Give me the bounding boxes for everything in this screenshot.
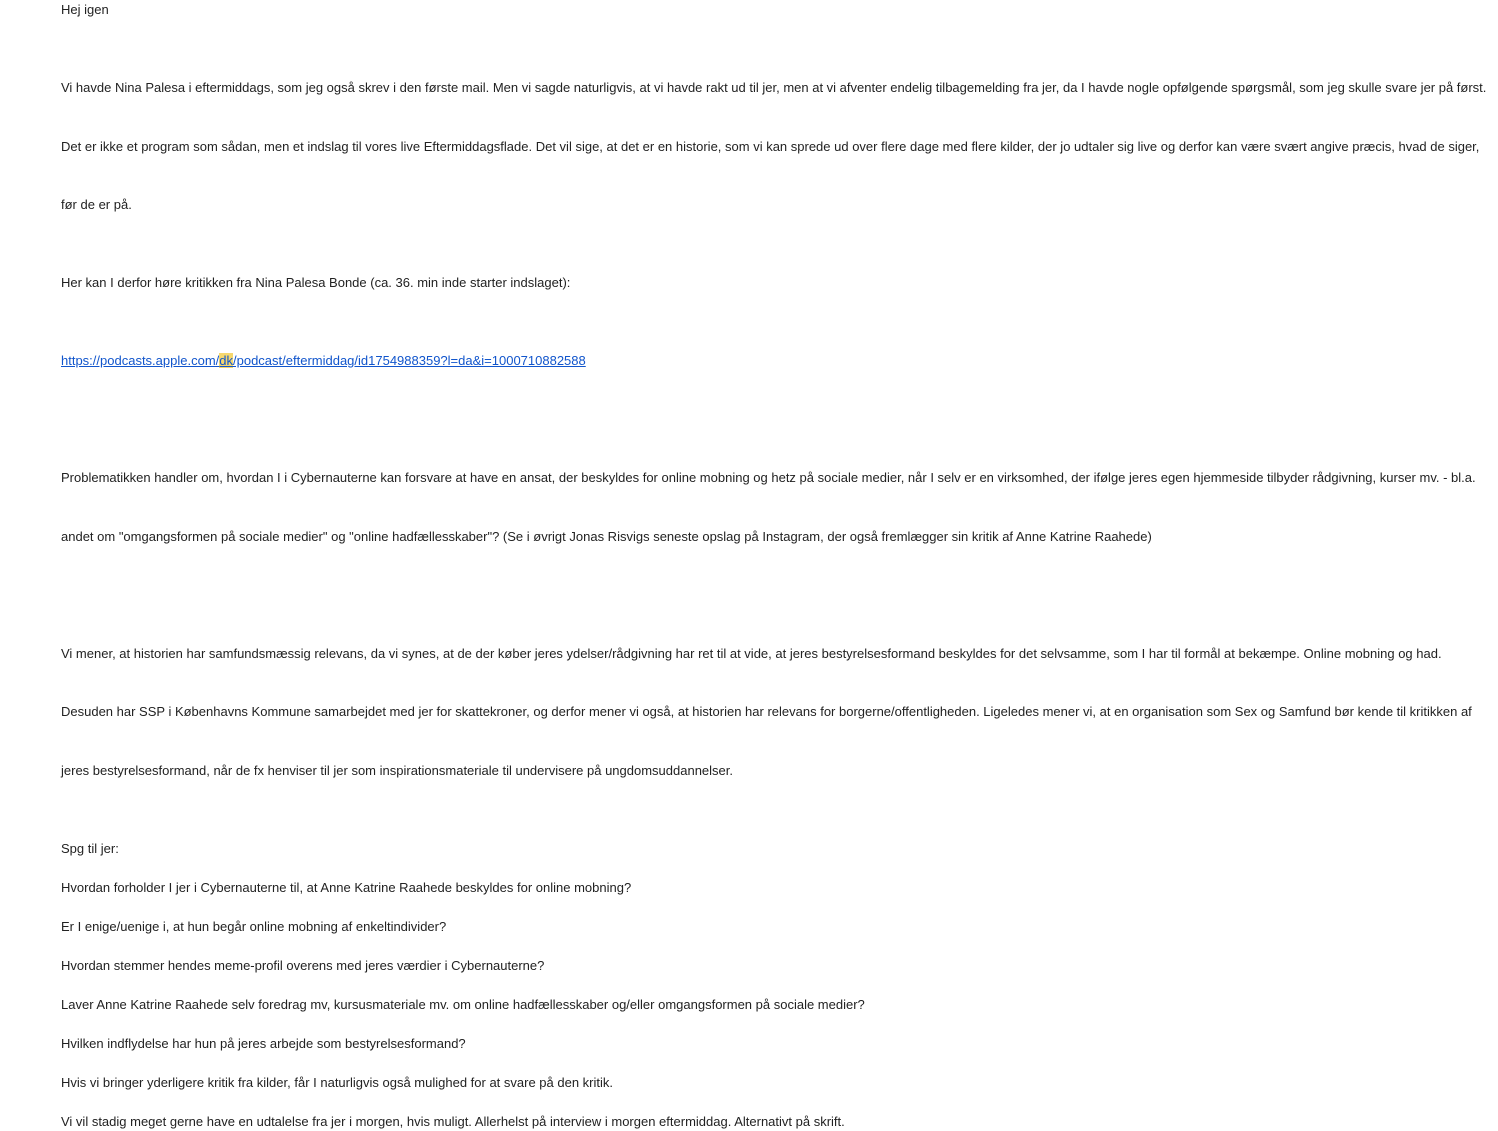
search-highlight: dk <box>219 353 233 368</box>
paragraph-line: før de er på. <box>61 195 1493 215</box>
question-1: Hvordan forholder I jer i Cybernauterne til, at Anne Katrine Raahede beskyldes for online mobning? <box>61 878 1493 898</box>
paragraph-further-criticism: Hvis vi bringer yderligere kritik fra kilder, får I naturligvis også mulighed for at svare på den kritik. <box>61 1073 1493 1093</box>
paragraph-line: Desuden har SSP i Københavns Kommune samarbejdet med jer for skattekroner, og derfor mener vi også, at historien har relevans for borgerne/offentligheden. Ligeledes mener vi, at en organisation som Sex og Samfund bør kende til kritikken af <box>61 702 1493 722</box>
greeting: Hej igen <box>61 0 1493 20</box>
questions-intro: Spg til jer: <box>61 839 1493 859</box>
paragraph-request: Vi vil stadig meget gerne have en udtalelse fra jer i morgen, hvis muligt. Allerhelst på interview i morgen eftermiddag. Alternativt på skrift. <box>61 1112 1493 1131</box>
podcast-link[interactable]: https://podcasts.apple.com/dk/podcast/eftermiddag/id1754988359?l=da&i=1000710882588 <box>61 351 1493 371</box>
paragraph-line: Problematikken handler om, hvordan I i Cybernauterne kan forsvare at have en ansat, der beskyldes for online mobning og hetz på sociale medier, når I selv er en virksomhed, der ifølge jeres egen hjemmeside tilbyder rådgivning, kurser mv. - bl.a. <box>61 468 1493 488</box>
email-body <box>61 0 1493 1131</box>
question-5: Hvilken indflydelse har hun på jeres arbejde som bestyrelsesformand? <box>61 1034 1493 1054</box>
question-3: Hvordan stemmer hendes meme-profil overens med jeres værdier i Cybernauterne? <box>61 956 1493 976</box>
paragraph-intro <box>61 39 1493 254</box>
paragraph-listen: Her kan I derfor høre kritikken fra Nina Palesa Bonde (ca. 36. min inde starter indslaget): <box>61 273 1493 293</box>
paragraph-problem <box>61 429 1493 585</box>
question-4: Laver Anne Katrine Raahede selv foredrag mv, kursusmateriale mv. om online hadfællesskaber og/eller omgangsformen på sociale medier? <box>61 995 1493 1015</box>
paragraph-relevance <box>61 605 1493 820</box>
paragraph-line: Vi havde Nina Palesa i eftermiddags, som jeg også skrev i den første mail. Men vi sagde naturligvis, at vi havde rakt ud til jer, men at vi afventer endelig tilbagemelding fra jer, da I havde nogle opfølgende spørgsmål, som jeg skulle svare jer på først. <box>61 78 1493 98</box>
paragraph-line: Vi mener, at historien har samfundsmæssig relevans, da vi synes, at de der køber jeres ydelser/rådgivning har ret til at vide, at jeres bestyrelsesformand beskyldes for det selvsamme, som I har til formål at bekæmpe. Online mobning og had. <box>61 644 1493 664</box>
question-2: Er I enige/uenige i, at hun begår online mobning af enkeltindivider? <box>61 917 1493 937</box>
paragraph-line: jeres bestyrelsesformand, når de fx henviser til jer som inspirationsmateriale til undervisere på ungdomsuddannelser. <box>61 761 1493 781</box>
paragraph-line: Det er ikke et program som sådan, men et indslag til vores live Eftermiddagsflade. Det vil sige, at det er en historie, som vi kan sprede ud over flere dage med flere kilder, der jo udtaler sig live og derfor kan være svært angive præcis, hvad de siger, <box>61 137 1493 157</box>
podcast-link-line <box>61 312 1493 410</box>
paragraph-line: andet om "omgangsformen på sociale medier" og "online hadfællesskaber"? (Se i øvrigt Jonas Risvigs seneste opslag på Instagram, der også fremlægger sin kritik af Anne Katrine Raahede) <box>61 527 1493 547</box>
